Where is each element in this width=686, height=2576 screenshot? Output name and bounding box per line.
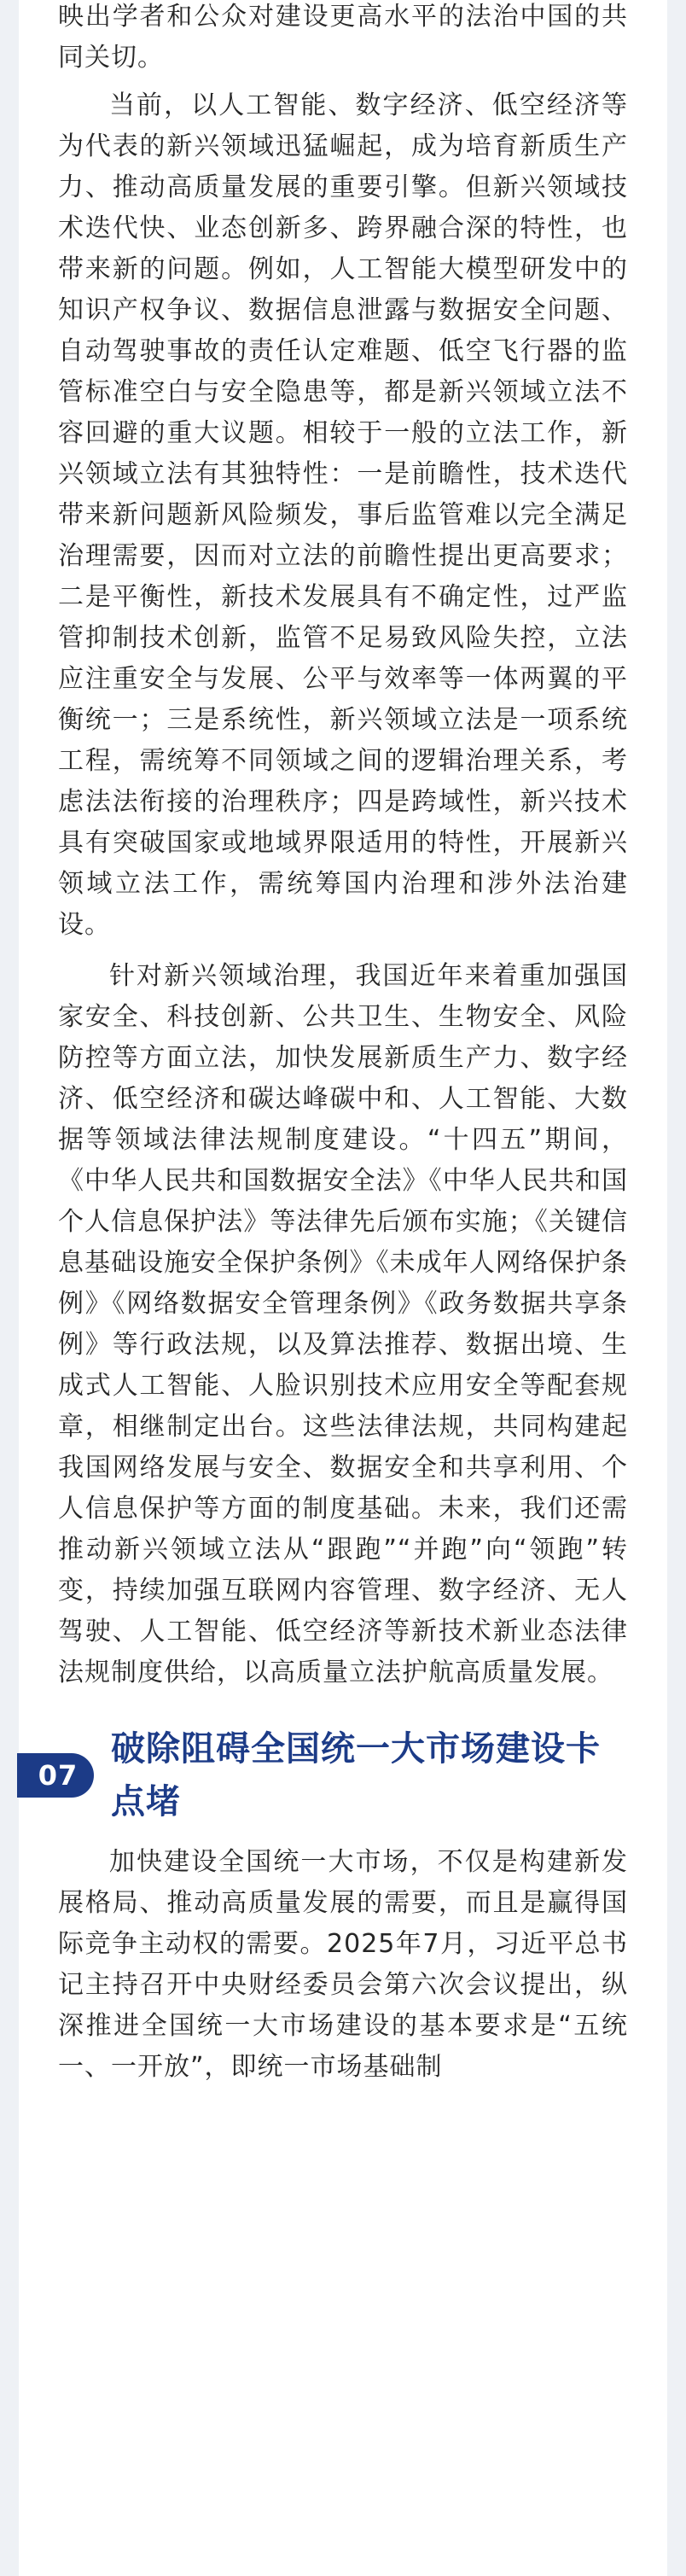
section-number: 07 [38, 1759, 78, 1792]
article-paragraph: 加快建设全国统一大市场，不仅是构建新发展格局、推动高质量发展的需要，而且是赢得国际竞争主动权的需要。2025年7月，习近平总书记主持召开中央财经委员会第六次会议提出，纵深推进全国统一大市场建设的基本要求是“五统一、一开放”，即统一市场基础制 [58, 1847, 628, 2082]
article-paragraph: 映出学者和公众对建设更高水平的法治中国的共同关切。 [58, 2, 628, 73]
section-number-badge [17, 1753, 94, 1798]
section-heading [38, 1722, 628, 1830]
left-margin-band [0, 0, 19, 2576]
article-paragraph: 针对新兴领域治理，我国近年来着重加强国家安全、科技创新、公共卫生、生物安全、风险防控等方面立法，加快发展新质生产力、数字经济、低空经济和碳达峰碳中和、人工智能、大数据等领域法律法规制度建设。“十四五”期间，《中华人民共和国数据安全法》《中华人民共和国个人信息保护法》等法律先后颁布实施；《关键信息基础设施安全保护条例》《未成年人网络保护条例》《网络数据安全管理条例》《政务数据共享条例》等行政法规，以及算法推荐、数据出境、生成式人工智能、人脸识别技术应用安全等配套规章，相继制定出台。这些法律法规，共同构建起我国网络发展与安全、数据安全和共享利用、个人信息保护等方面的制度基础。未来，我们还需推动新兴领域立法从“跟跑”“并跑”向“领跑”转变，持续加强互联网内容管理、数字经济、无人驾驶、人工智能、低空经济等新技术新业态法律法规制度供给，以高质量立法护航高质量发展。 [58, 961, 628, 1687]
article-body [38, 0, 628, 2088]
right-margin-band [667, 0, 686, 2576]
article-paragraph: 当前，以人工智能、数字经济、低空经济等为代表的新兴领域迅猛崛起，成为培育新质生产力、推动高质量发展的重要引擎。但新兴领域技术迭代快、业态创新多、跨界融合深的特性，也带来新的问题。例如，人工智能大模型研发中的知识产权争议、数据信息泄露与数据安全问题、自动驾驶事故的责任认定难题、低空飞行器的监管标准空白与安全隐患等，都是新兴领域立法不容回避的重大议题。相较于一般的立法工作，新兴领域立法有其独特性：一是前瞻性，技术迭代带来新问题新风险频发，事后监管难以完全满足治理需要，因而对立法的前瞻性提出更高要求；二是平衡性，新技术发展具有不确定性，过严监管抑制技术创新，监管不足易致风险失控，立法应注重安全与发展、公平与效率等一体两翼的平衡统一；三是系统性，新兴领域立法是一项系统工程，需统筹不同领域之间的逻辑治理关系，考虑法法衔接的治理秩序；四是跨域性，新兴技术具有突破国家或地域界限适用的特性，开展新兴领域立法工作，需统筹国内治理和涉外法治建设。 [58, 90, 628, 940]
section-title: 破除阻碍全国统一大市场建设卡点堵 [111, 1729, 601, 1821]
